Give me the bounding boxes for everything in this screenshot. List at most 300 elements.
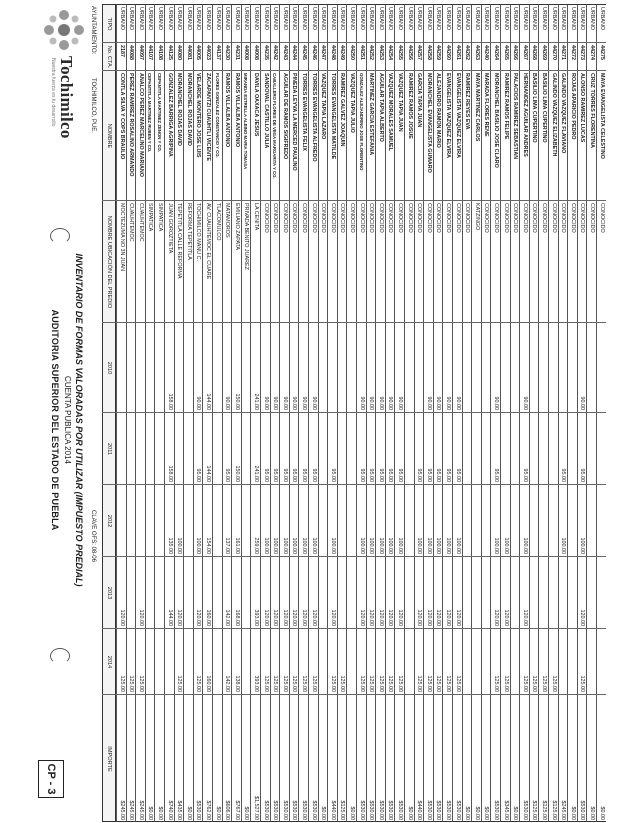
cell-nombre: CONTLA SILVA Y COPS BRAULIO	[118, 73, 125, 160]
cell-tipo: URBANO	[560, 7, 567, 31]
cell-cta: 44257	[416, 45, 423, 60]
table-row	[452, 4, 462, 822]
cell-y2013: 144.00	[166, 609, 173, 626]
cell-nombre: ALONSO RAMIREZ LUCAS	[579, 73, 586, 143]
cell-cta: 44269	[541, 45, 547, 60]
table-row	[356, 4, 366, 822]
cell-y2011: 95.00	[262, 468, 269, 482]
cell-y2011: 95.00	[291, 468, 298, 482]
table-row	[471, 4, 481, 822]
cell-ubic: CONOCIDO	[310, 203, 317, 233]
cell-y2011: 95.00	[329, 468, 336, 482]
cell-tipo: URBANO	[416, 7, 423, 31]
cell-importe: $530.00	[377, 800, 384, 820]
table-row	[193, 4, 203, 822]
table-row	[404, 4, 414, 822]
cell-cta: 44260	[445, 45, 451, 60]
cell-tipo: URBANO	[358, 7, 365, 31]
clave-ofs: CLAVE OFS: 08-06	[90, 510, 96, 562]
table-row	[529, 4, 539, 822]
column-header: 2012	[106, 514, 112, 528]
logo-text: Tochimilco	[57, 56, 76, 139]
cell-y2014: 125.00	[262, 675, 269, 692]
cell-cta: 44231	[233, 45, 240, 60]
column-rule	[102, 484, 606, 485]
cell-nombre: RAMOS VILLALBA ANTONIO	[233, 73, 240, 148]
cell-y2010: 150.00	[233, 393, 240, 410]
cell-cta: 44263	[473, 45, 480, 60]
cell-cta: 44137	[214, 45, 221, 60]
cell-importe: $530.00	[291, 800, 298, 820]
cell-cta: 44245	[301, 45, 307, 60]
cell-ubic: CONOCIDO	[445, 203, 451, 233]
cell-tipo: URBANO	[598, 7, 605, 31]
cell-tipo: URBANO	[454, 7, 461, 31]
cell-y2014: 125.00	[425, 675, 432, 692]
cell-ubic: CUAUHTEMOC	[137, 203, 144, 242]
cell-y2012: 100.00	[454, 537, 461, 554]
cell-y2013: 120.00	[176, 609, 183, 626]
cell-y2010: 90.00	[195, 396, 202, 410]
cell-tipo: URBANO	[425, 7, 432, 31]
cell-y2014: 125.00	[445, 675, 451, 692]
cell-nombre: VAZQUEZ TAPIA LAZARO	[320, 73, 327, 140]
cell-cta: 44008	[253, 45, 259, 60]
cell-cta: 44250	[349, 45, 355, 60]
cell-importe: $0.00	[406, 806, 413, 820]
cell-importe: $530.00	[445, 800, 451, 820]
cell-tipo: URBANO	[137, 7, 144, 31]
cell-ubic: CONOCIDO	[262, 203, 269, 233]
cell-y2012: 100.00	[358, 537, 365, 554]
cell-y2011: 150.00	[233, 465, 240, 482]
column-header: 2010	[106, 361, 112, 375]
cell-tipo: URBANO	[291, 7, 298, 31]
table-row	[596, 4, 606, 822]
table-row	[116, 4, 126, 822]
cell-importe: $767.00	[233, 800, 240, 820]
column-header: IMPORTE	[106, 746, 112, 772]
cell-y2014: 125.00	[118, 675, 125, 692]
cell-y2012: 259.00	[253, 537, 259, 554]
table-row	[279, 4, 289, 822]
cell-cta: 44125	[166, 45, 173, 60]
cell-nombre: DAVILA OAXACA JESUS	[253, 73, 259, 137]
cell-y2013: 120.00	[397, 609, 403, 626]
cell-importe: $0.00	[512, 806, 519, 820]
cell-ubic: CONOCIDO	[493, 203, 499, 233]
cell-ubic: CONOCIDO	[320, 203, 327, 233]
column-rule	[102, 412, 606, 413]
cell-y2014: 125.00	[195, 675, 202, 692]
cell-y2013: 120.00	[195, 609, 202, 626]
cell-cta: 44261	[454, 45, 461, 60]
cell-nombre: ANALCO PEREZ MARCELINO MARIANO	[137, 73, 144, 177]
cell-y2013: 120.00	[387, 609, 394, 626]
cell-tipo: URBANO	[397, 7, 403, 31]
cell-importe: $125.00	[541, 800, 547, 820]
table-row	[270, 4, 280, 822]
cell-nombre: BASILIO LIMA CUPERTINO	[531, 73, 538, 143]
cell-cta: 44023	[205, 45, 211, 60]
cell-cta: 44248	[329, 45, 336, 60]
cell-y2013: 120.00	[301, 609, 307, 626]
cell-y2011: 95.00	[579, 468, 586, 482]
cell-nombre: VAZQUEZ TAPIA JUAN	[397, 73, 403, 132]
cell-y2012: 100.00	[281, 537, 288, 554]
cell-y2014: 125.00	[358, 675, 365, 692]
cell-importe: $0.00	[473, 806, 480, 820]
cell-nombre: MORANCHEL BASILIO JOSE CLARO	[493, 73, 499, 168]
cell-ubic: JUAN GOROZTIETA	[166, 203, 173, 254]
table-row	[135, 4, 145, 822]
cell-importe: $0.00	[320, 806, 327, 820]
cell-tipo: URBANO	[550, 7, 557, 31]
cell-y2010: 90.00	[493, 396, 499, 410]
header-auditoria: AUDITORIA SUPERIOR DEL ESTADO DE PUEBLA	[50, 309, 60, 531]
cell-tipo: URBANO	[445, 7, 451, 31]
cell-importe: $0.00	[598, 806, 605, 820]
municipio-value: TOCHIMILCO, PUE.	[90, 78, 96, 133]
cell-y2014: 125.00	[310, 675, 317, 692]
cell-y2014: 125.00	[176, 675, 183, 692]
cell-y2011: 95.00	[521, 468, 528, 482]
cell-y2012: 100.00	[579, 537, 586, 554]
cell-y2013: 120.00	[425, 609, 432, 626]
cell-y2010: 90.00	[425, 396, 432, 410]
cell-y2013: 120.00	[281, 609, 288, 626]
cell-cta: 44253	[377, 45, 384, 60]
cell-importe: $530.00	[397, 800, 403, 820]
table-row	[490, 4, 500, 822]
cell-ubic: CONOCIDO	[435, 203, 442, 233]
cell-tipo: URBANO	[320, 7, 327, 31]
cell-y2010: 90.00	[281, 396, 288, 410]
cell-cta: 44251	[358, 45, 365, 60]
cell-ubic: CONOCIDO	[560, 203, 567, 233]
cell-y2011: 95.00	[560, 468, 567, 482]
cell-importe: $0.00	[185, 806, 192, 820]
cell-ubic: CONOCIDO	[406, 203, 413, 233]
cell-importe: $530.00	[262, 800, 269, 820]
cell-importe: $245.00	[128, 800, 135, 820]
cell-y2010: 90.00	[387, 396, 394, 410]
table-row	[346, 4, 356, 822]
cell-tipo: URBANO	[531, 7, 538, 31]
cell-y2014: 125.00	[128, 675, 135, 692]
table-row	[327, 4, 337, 822]
cell-tipo: URBANO	[473, 7, 480, 31]
cell-y2010: 90.00	[397, 396, 403, 410]
cell-y2014: 125.00	[281, 675, 288, 692]
cell-y2014: 125.00	[137, 675, 144, 692]
cell-y2012: 100.00	[387, 537, 394, 554]
cell-ubic: AV. CUAUHTEMOC EL CUARE	[205, 203, 211, 280]
cell-y2011: 95.00	[301, 468, 307, 482]
cell-ubic: EMILIANO ZAPATA	[233, 203, 240, 251]
cell-importe: $0.00	[214, 806, 221, 820]
cell-tipo: URBANO	[166, 7, 173, 31]
cell-ubic: CONOCIDO	[397, 203, 403, 233]
cell-tipo: URBANO	[301, 7, 307, 31]
cell-y2012: 137.00	[224, 537, 231, 554]
table-row	[212, 4, 222, 822]
cell-cta: 44256	[406, 45, 413, 60]
cell-y2014: 125.00	[377, 675, 384, 692]
cell-y2010: 144.00	[205, 393, 211, 410]
cell-ubic: SIMPATICA	[157, 203, 163, 232]
cell-ubic: CONOCIDO	[349, 203, 355, 233]
cell-cta: 44254	[387, 45, 394, 60]
cell-y2013: 120.00	[435, 609, 442, 626]
cell-nombre: MORANCHEL EVANGELISTA GUMARO	[425, 73, 432, 173]
column-rule	[102, 200, 606, 201]
cell-ubic: CONOCIDO	[291, 203, 298, 233]
cell-nombre: SANDOVAL CASTILLO JULIA	[262, 73, 269, 149]
cell-importe: $530.00	[272, 800, 279, 820]
cell-tipo: URBANO	[118, 7, 125, 31]
table-row	[442, 4, 452, 822]
cell-y2012: 100.00	[176, 537, 183, 554]
cell-tipo: URBANO	[272, 7, 279, 31]
cell-y2014: 125.00	[387, 675, 394, 692]
inventory-table	[102, 4, 622, 822]
cell-cta: 44258	[425, 45, 432, 60]
cell-tipo: URBANO	[214, 7, 221, 31]
cell-cta: 44274	[589, 45, 595, 60]
cell-tipo: URBANO	[406, 7, 413, 31]
cell-nombre: TORRES EVANGELISTA FELIX	[301, 73, 307, 151]
cell-y2014: 125.00	[301, 675, 307, 692]
table-row	[538, 4, 548, 822]
cell-nombre: VAZQUEZ MORALES SAMUEL	[387, 73, 394, 152]
cell-nombre: AGUILAR TAPIA ALBERTO	[377, 73, 384, 142]
cell-importe: $125.00	[531, 800, 538, 820]
cell-cta: 44107	[147, 45, 154, 60]
cell-cta: 44249	[339, 45, 346, 60]
cell-importe: $762.00	[205, 800, 211, 820]
cell-y2010: 158.00	[166, 393, 173, 410]
cell-nombre: EVANGELISTA VAZQUEZ ELVIRA	[445, 73, 451, 159]
cell-tipo: URBANO	[368, 7, 375, 31]
cell-nombre: TORRES EVANGELISTA MATILDE	[329, 73, 336, 160]
cell-nombre: PINEDA LEYVA LA MERCED PAULINO	[291, 73, 298, 171]
cell-y2012: 135.00	[166, 537, 173, 554]
cell-tipo: URBANO	[387, 7, 394, 31]
cell-y2012: 161.00	[233, 537, 240, 554]
cell-cta: 44081	[185, 45, 192, 60]
cell-y2011: 95.00	[454, 468, 461, 482]
cell-cta: 44008	[243, 45, 250, 60]
cell-cta: 44235	[262, 45, 269, 60]
cell-ubic: TOCHIMILCO MANU C.	[195, 203, 202, 262]
cell-nombre: RAMIREZ RAMOS FELIPE	[502, 73, 509, 140]
cell-importe: $125.00	[550, 800, 557, 820]
cell-y2011: 95.00	[368, 468, 375, 482]
cell-tipo: URBANO	[435, 7, 442, 31]
cell-ubic: CONOCIDO	[464, 203, 471, 233]
cell-tipo: URBANO	[147, 7, 154, 31]
column-rule	[102, 694, 606, 695]
cell-cta: 44271	[560, 45, 567, 60]
cell-nombre: RAMIREZ RAMOS JOSUE	[406, 73, 413, 139]
cell-y2012: 100.00	[301, 537, 307, 554]
cell-y2012: 100.00	[329, 537, 336, 554]
cell-ubic: MATAMOROS	[224, 203, 231, 238]
cell-ubic: CONOCIDO	[358, 203, 365, 233]
cell-y2013: 120.00	[493, 609, 499, 626]
cell-y2014: 125.00	[339, 675, 346, 692]
cell-y2013: 120.00	[416, 609, 423, 626]
cell-cta: 44243	[281, 45, 288, 60]
header-inventario: INVENTARIO DE FORMAS VALORADAS POR UTILIZAR (IMPUESTO PREDIAL)	[74, 253, 84, 587]
cell-y2011: 95.00	[310, 468, 317, 482]
cell-ubic: CONOCIDO	[281, 203, 288, 233]
logo-subtitle: Nuestra fuerza es tu desarrollo	[50, 58, 56, 127]
column-header: TIPO	[106, 17, 112, 31]
cell-cta: 44264	[493, 45, 499, 60]
cell-tipo: URBANO	[176, 7, 183, 31]
cell-y2013: 120.00	[502, 609, 509, 626]
cell-nombre: CABALLERO FLORES DE VEGA MARGARITA Y CO.	[272, 73, 278, 179]
table-row	[519, 4, 529, 822]
cell-y2010: 241.00	[253, 393, 259, 410]
cell-y2014: 393.00	[253, 675, 259, 692]
column-rule	[102, 42, 606, 43]
header-cuenta-publica: CUENTA PUBLICA 2014	[63, 376, 72, 464]
cell-y2010: 90.00	[272, 396, 279, 410]
cell-y2011: 241.00	[253, 465, 259, 482]
cell-ubic: CONOCIDO	[387, 203, 394, 233]
cell-y2012: 100.00	[291, 537, 298, 554]
cell-y2010: 90.00	[358, 396, 365, 410]
cell-importe: $0.00	[243, 806, 250, 820]
cell-importe: $345.00	[502, 800, 509, 820]
cell-y2013: 120.00	[329, 609, 336, 626]
cell-tipo: URBANO	[329, 7, 336, 31]
cell-nombre: PEREZ RAMIREZ ROSALINO ARMANDO	[128, 73, 135, 177]
table-row	[164, 4, 174, 822]
cell-y2011: 95.00	[425, 468, 432, 482]
cell-cta: 44244	[291, 45, 298, 60]
cell-ubic: CONOCIDO	[521, 203, 528, 233]
cell-nombre: BASILIO LIMA CUPERTINO	[541, 73, 547, 143]
cell-ubic: CONOCIDO	[377, 203, 384, 233]
cell-y2011: 95.00	[445, 468, 451, 482]
column-rule	[102, 322, 606, 323]
cell-y2010: 90.00	[291, 396, 298, 410]
table-row	[500, 4, 510, 822]
cell-ubic: CONOCIDO	[541, 203, 547, 233]
cell-ubic: CONOCIDO	[454, 203, 461, 233]
cell-ubic: CONOCIDO	[339, 203, 346, 233]
cell-cta: 44265	[502, 45, 509, 60]
cell-y2011: 95.00	[397, 468, 403, 482]
cell-tipo: URBANO	[589, 7, 595, 31]
cell-tipo: URBANO	[128, 7, 135, 31]
cell-cta: 44080	[176, 45, 183, 60]
cell-importe: $530.00	[521, 800, 528, 820]
cell-y2014: 125.00	[329, 675, 336, 692]
cell-nombre: PALACIOS RAMIREZ SEBASTIAN	[512, 73, 519, 160]
cell-cta: 44230	[224, 45, 231, 60]
table-row	[510, 4, 520, 822]
cell-cta: 44275	[598, 45, 605, 60]
cell-importe: $606.00	[224, 800, 231, 820]
cell-cta: 2187	[118, 45, 125, 57]
cell-nombre: MORANCHEL ROJAS DAVID	[185, 73, 192, 146]
table-row	[548, 4, 558, 822]
cell-y2013: 120.00	[291, 609, 298, 626]
cell-y2010: 90.00	[435, 396, 442, 410]
table-row	[433, 4, 443, 822]
cell-nombre: TORRES EVANGELISTA ALFREDO	[310, 73, 317, 162]
cell-tipo: URBANO	[464, 7, 471, 31]
cell-nombre: GALINDO VAZQUEZ ELIZABETH	[550, 73, 557, 157]
table-row	[222, 4, 232, 822]
cell-y2012: 100.00	[493, 537, 499, 554]
table-row	[414, 4, 424, 822]
cell-ubic: MOCTEZUMA NO 3N JUAN	[118, 203, 125, 271]
cell-tipo: URBANO	[157, 7, 163, 31]
cell-cta: 44273	[579, 45, 586, 60]
cell-y2012: 100.00	[502, 537, 509, 554]
cell-y2010: 90.00	[301, 396, 307, 410]
cell-tipo: URBANO	[569, 7, 576, 31]
cell-y2013: 120.00	[137, 609, 144, 626]
table-row	[231, 4, 241, 822]
cell-importe: $245.00	[118, 800, 125, 820]
cell-importe: $0.00	[569, 806, 576, 820]
cell-tipo: URBANO	[224, 7, 231, 31]
cell-cta: 44262	[464, 45, 471, 60]
column-header: NOMBRE	[106, 123, 112, 149]
cell-importe: $0.00	[483, 806, 490, 820]
cell-importe: $435.00	[176, 800, 183, 820]
cell-ubic: LA CENITA	[253, 203, 259, 231]
column-rule	[102, 556, 606, 557]
cell-cta: 44255	[397, 45, 403, 60]
cell-importe: $125.00	[339, 800, 346, 820]
table-row	[577, 4, 587, 822]
cell-tipo: URBANO	[310, 7, 317, 31]
cell-tipo: URBANO	[579, 7, 586, 31]
cell-nombre: RAMIREZ REYES EVA	[464, 73, 471, 130]
cell-y2013: 120.00	[368, 609, 375, 626]
cell-y2012: 100.00	[195, 537, 202, 554]
cell-nombre: MAYA MARTINEZ CARLOS	[473, 73, 480, 142]
cell-y2012: 100.00	[435, 537, 442, 554]
cell-cta: 44246	[310, 45, 317, 60]
cell-tipo: URBANO	[483, 7, 490, 31]
cell-cta: 44005	[195, 45, 202, 60]
cell-tipo: URBANO	[205, 7, 211, 31]
cell-y2011: 95.00	[281, 468, 288, 482]
table-row	[298, 4, 308, 822]
cell-cta: 44240	[483, 45, 490, 60]
cell-nombre: AGUILAR DE RAMOS SIGIFREDO	[281, 73, 288, 160]
cell-y2014: 125.00	[550, 675, 557, 692]
table-row	[366, 4, 376, 822]
cell-y2010: 90.00	[579, 396, 586, 410]
cell-importe: $530.00	[435, 800, 442, 820]
cell-ubic: TEPETITLA CALLE REFORMA	[176, 203, 183, 279]
cell-nombre: ALEJANDRO RAMON MARIO	[435, 73, 442, 148]
cell-y2014: 138.00	[233, 675, 240, 692]
cell-y2011: 95.00	[224, 468, 231, 482]
column-header: 2011	[106, 442, 112, 456]
table-row	[337, 4, 347, 822]
